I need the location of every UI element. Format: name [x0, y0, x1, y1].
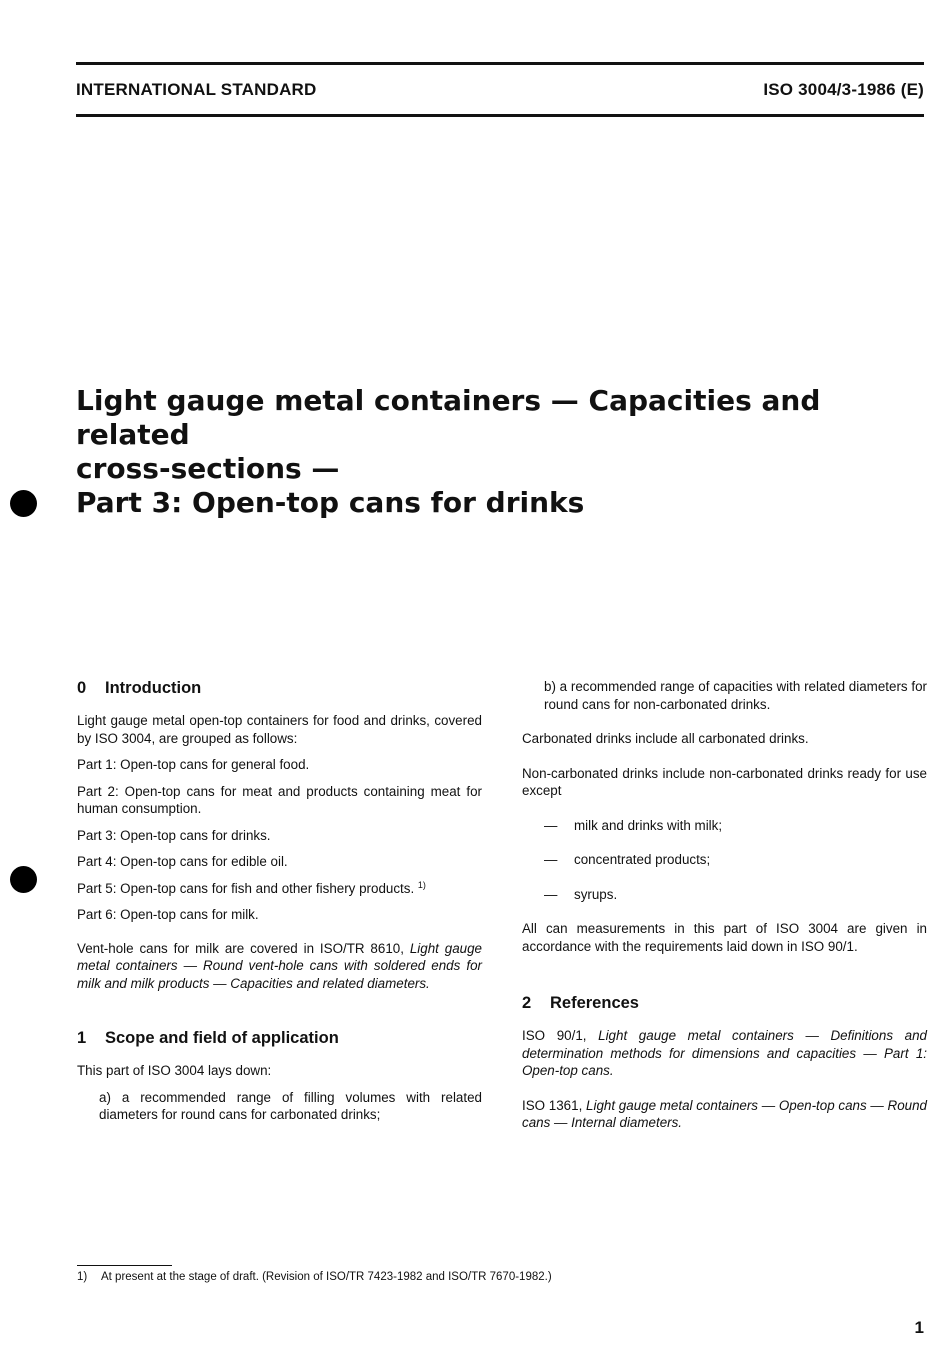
scope-item-b: b) a recommended range of capacities with related diameters for round cans for non-carbonated drinks.: [544, 679, 927, 712]
exception-item: — concentrated products;: [544, 852, 711, 867]
part-list-item: Part 2: Open-top cans for meat and products containing meat for human consumption.: [77, 783, 482, 816]
references-heading: 2 References: [522, 994, 639, 1012]
part-list-item: Part 1: Open-top cans for general food.: [77, 757, 310, 772]
title-line-1: Light gauge metal containers — Capacities and related: [76, 384, 821, 451]
scope-intro: This part of ISO 3004 lays down:: [77, 1063, 272, 1078]
noncarbonated-paragraph: Non-carbonated drinks include non-carbonated drinks ready for use except: [522, 765, 927, 798]
footnote-rule: [77, 1265, 172, 1266]
header-top-rule: [76, 62, 924, 65]
page-number: 1: [914, 1318, 924, 1337]
scope-heading: 1 Scope and field of application: [77, 1029, 339, 1047]
punch-hole-mark: [10, 866, 37, 893]
exception-item: — milk and drinks with milk;: [544, 817, 723, 833]
reference-item: ISO 90/1, Light gauge metal containers — Definitions and determination methods for dimensions and capacities — Part 1: Open-top cans.: [522, 1028, 927, 1078]
left-column: [77, 678, 482, 1133]
document-title: [76, 384, 906, 520]
footnote-ref: 1): [417, 879, 426, 890]
venthole-paragraph: Vent-hole cans for milk are covered in ISO/TR 8610, Light gauge metal containers — Round vent-hole cans with soldered ends for milk and milk products — Capacities and related diameters.: [77, 940, 483, 991]
introduction-paragraph: Light gauge metal open-top containers for food and drinks, covered by ISO 3004, are grouped as follows:: [77, 713, 482, 746]
part-list-item: Part 6: Open-top cans for milk.: [77, 907, 259, 922]
punch-hole-mark: [10, 490, 37, 517]
exception-item: — syrups.: [544, 886, 618, 902]
standard-number: ISO 3004/3-1986 (E): [763, 80, 924, 99]
measurements-paragraph: All can measurements in this part of ISO 3004 are given in accordance with the requirements laid down in ISO 90/1.: [522, 921, 927, 954]
header-label: INTERNATIONAL STANDARD: [76, 80, 317, 99]
part-list-item: Part 5: Open-top cans for fish and other fishery products. $^{1)}$: [77, 879, 426, 896]
carbonated-paragraph: Carbonated drinks include all carbonated drinks.: [522, 731, 809, 746]
reference-item: ISO 1361, Light gauge metal containers — Open-top cans — Round cans — Internal diameters.: [522, 1097, 927, 1130]
title-line-3: Part 3: Open-top cans for drinks: [76, 486, 585, 519]
introduction-heading: 0 Introduction: [77, 679, 202, 697]
part-list-item: Part 4: Open-top cans for edible oil.: [77, 854, 288, 869]
header-bottom-rule: [76, 114, 924, 117]
title-line-2: cross-sections —: [76, 452, 340, 485]
right-column: [522, 678, 927, 1141]
scope-item-a: a) a recommended range of filling volumes with related diameters for round cans for carbonated drinks;: [99, 1089, 482, 1122]
footnote: 1) At present at the stage of draft. (Revision of ISO/TR 7423-1982 and ISO/TR 7670-1982.): [77, 1271, 552, 1283]
part-list-item: Part 3: Open-top cans for drinks.: [77, 827, 271, 843]
